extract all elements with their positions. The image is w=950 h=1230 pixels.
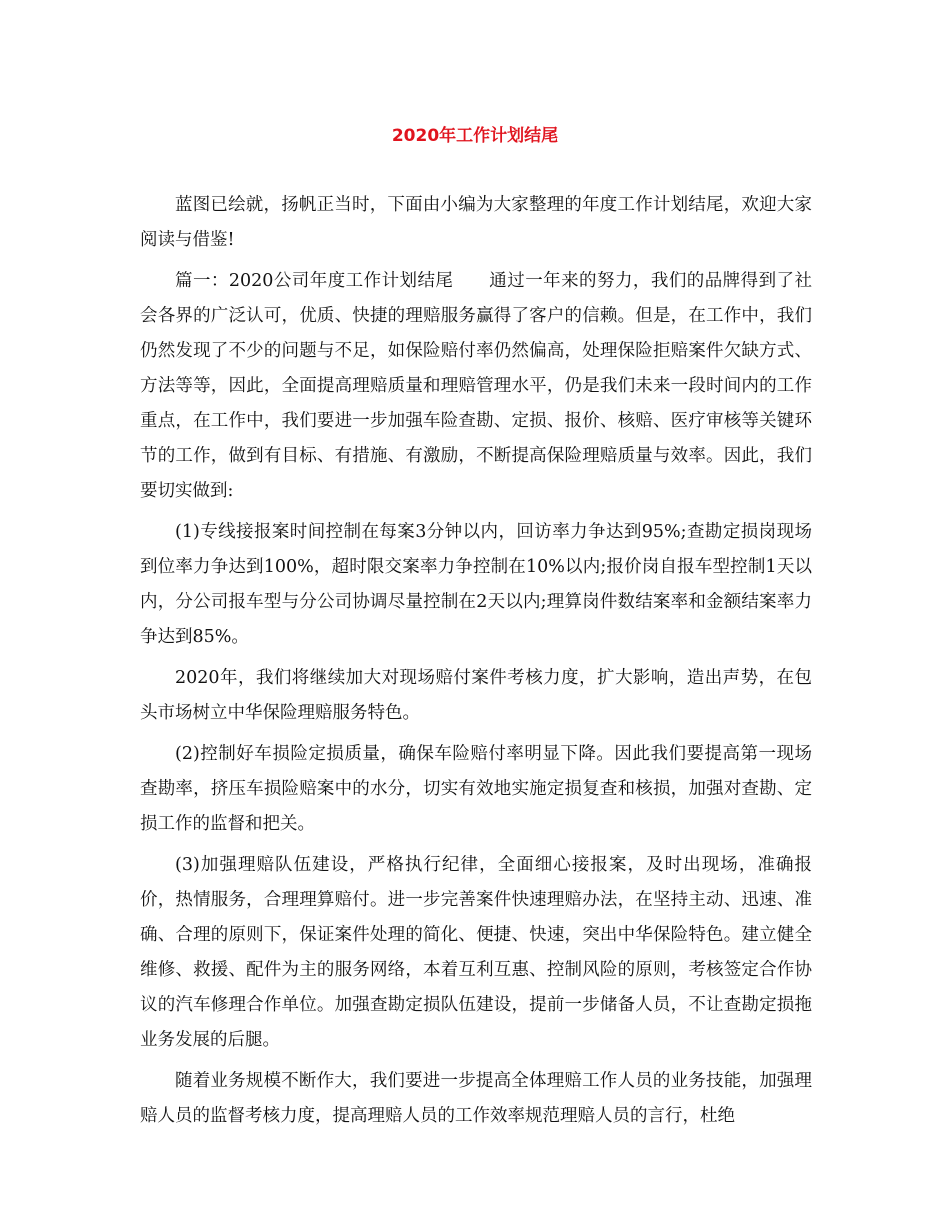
paragraph-item-1: (1)专线接报案时间控制在每案3分钟以内，回访率力争达到95%;查勘定损岗现场到位率力争达到100%，超时限交案率力争控制在10%以内;报价岗自报车型控制1天以内，分公司报车型与分公司协调尽量控制在2天以内;理算岗件数结案率和金额结案率力争达到85%。 <box>140 522 812 647</box>
paragraph-item-3: (3)加强理赔队伍建设，严格执行纪律，全面细心接报案，及时出现场，准确报价，热情服务，合理理算赔付。进一步完善案件快速理赔办法，在坚持主动、迅速、准确、合理的原则下，保证案件处理的简化、便捷、快速，突出中华保险特色。建立健全维修、救援、配件为主的服务网络，本着互利互惠、控制风险的原则，考核签定合作协议的汽车修理合作单位。加强查勘定损队伍建设，提前一步储备人员，不让查勘定损拖业务发展的后腿。 <box>140 855 812 1050</box>
document-title: 2020年工作计划结尾 <box>391 126 559 146</box>
paragraph-part-one: 篇一：2020公司年度工作计划结尾 通过一年来的努力，我们的品牌得到了社会各界的广泛认可，优质、快捷的理赔服务赢得了客户的信赖。但是，在工作中，我们仍然发现了不少的问题与不足，如保险赔付率仍然偏高，处理保险拒赔案件欠缺方式、方法等等，因此，全面提高理赔质量和理赔管理水平，仍是我们未来一段时间内的工作重点，在工作中，我们要进一步加强车险查勘、定损、报价、核赔、医疗审核等关键环节的工作，做到有目标、有措施、有激励，不断提高保险理赔质量与效率。因此，我们要切实做到: <box>140 271 812 501</box>
paragraph-2020-plan: 2020年，我们将继续加大对现场赔付案件考核力度，扩大影响，造出声势，在包头市场树立中华保险理赔服务特色。 <box>140 668 812 723</box>
paragraph-business-scale: 随着业务规模不断作大，我们要进一步提高全体理赔工作人员的业务技能，加强理赔人员的监督考核力度，提高理赔人员的工作效率规范理赔人员的言行，杜绝 <box>140 1071 812 1126</box>
paragraph-intro: 蓝图已绘就，扬帆正当时，下面由小编为大家整理的年度工作计划结尾，欢迎大家阅读与借鉴! <box>140 195 812 250</box>
paragraph-item-2: (2)控制好车损险定损质量，确保车险赔付率明显下降。因此我们要提高第一现场查勘率，挤压车损险赔案中的水分，切实有效地实施定损复查和核损，加强对查勘、定损工作的监督和把关。 <box>140 744 812 834</box>
document-body <box>140 188 812 1140</box>
